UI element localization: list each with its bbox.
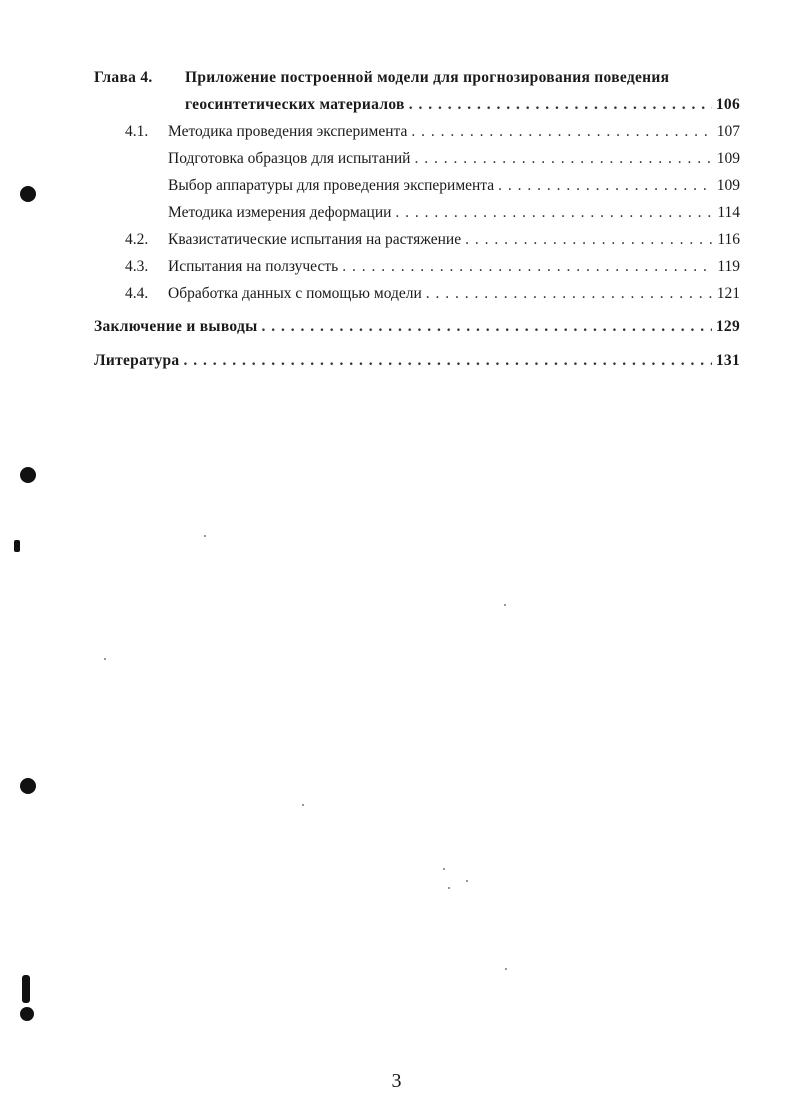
binder-mark-2 [22, 975, 30, 1003]
binder-mark [14, 540, 20, 552]
toc-page-number: 119 [717, 258, 740, 275]
dot-leader [498, 177, 713, 195]
scan-speck [204, 535, 206, 537]
toc-page-number: 116 [717, 231, 740, 248]
dot-leader [426, 285, 713, 303]
toc-section-entry [168, 285, 740, 303]
binder-hole-2 [20, 467, 36, 483]
toc-subsection-title: Подготовка образцов для испытаний [168, 150, 411, 167]
scan-speck [505, 968, 507, 970]
toc-chapter-title-line1: Приложение построенной модели для прогнозирования поведения [185, 69, 670, 86]
binder-hole-1 [20, 186, 36, 202]
toc-subsection-entry [168, 150, 740, 168]
toc-section-entry [168, 123, 740, 141]
page-number: 3 [391, 1070, 402, 1092]
toc-subsection-title: Методика измерения деформации [168, 204, 392, 221]
dot-leader [465, 231, 713, 249]
scan-speck [302, 804, 304, 806]
dot-leader [409, 96, 712, 114]
toc-section-entry [168, 258, 740, 276]
toc-chapter-title-line2: геосинтетических материалов [185, 96, 405, 113]
scan-speck [466, 880, 468, 882]
toc-subsection-title: Выбор аппаратуры для проведения эксперимента [168, 177, 495, 194]
dot-leader [411, 123, 712, 141]
toc-page-number: 107 [716, 123, 740, 140]
dot-leader [395, 204, 713, 222]
toc-page-number: 121 [716, 285, 740, 302]
toc-subsection-entry [168, 204, 740, 222]
binder-hole-3 [20, 778, 36, 794]
toc-page-number: 109 [716, 150, 740, 167]
dot-leader [262, 318, 712, 336]
toc-section-number: 4.1. [125, 123, 149, 140]
toc-chapter-entry [185, 96, 740, 114]
toc-section-title: Методика проведения эксперимента [168, 123, 408, 140]
toc-literature-entry [94, 352, 740, 370]
toc-literature-title: Литература [94, 352, 180, 369]
toc-subsection-entry [168, 177, 740, 195]
toc-section-number: 4.2. [125, 231, 149, 248]
scan-speck [504, 604, 506, 606]
dot-leader [183, 352, 711, 370]
toc-page-number: 114 [717, 204, 740, 221]
scan-speck [448, 887, 450, 889]
toc-page-number: 129 [715, 318, 740, 335]
dot-leader [414, 150, 712, 168]
toc-page-number: 109 [716, 177, 740, 194]
toc-conclusion-title: Заключение и выводы [94, 318, 258, 335]
toc-section-title: Обработка данных с помощью модели [168, 285, 422, 302]
toc-chapter-label: Глава 4. [94, 69, 153, 86]
toc-conclusion-entry [94, 318, 740, 336]
toc-section-title: Испытания на ползучесть [168, 258, 339, 275]
dot-leader [342, 258, 713, 276]
scan-speck [443, 868, 445, 870]
scan-speck [104, 658, 106, 660]
toc-page-number: 106 [715, 96, 740, 113]
binder-hole-4 [20, 1007, 34, 1021]
toc-page-number: 131 [715, 352, 740, 369]
toc-section-number: 4.4. [125, 285, 149, 302]
toc-section-number: 4.3. [125, 258, 149, 275]
toc-section-title: Квазистатические испытания на растяжение [168, 231, 462, 248]
toc-section-entry [168, 231, 740, 249]
